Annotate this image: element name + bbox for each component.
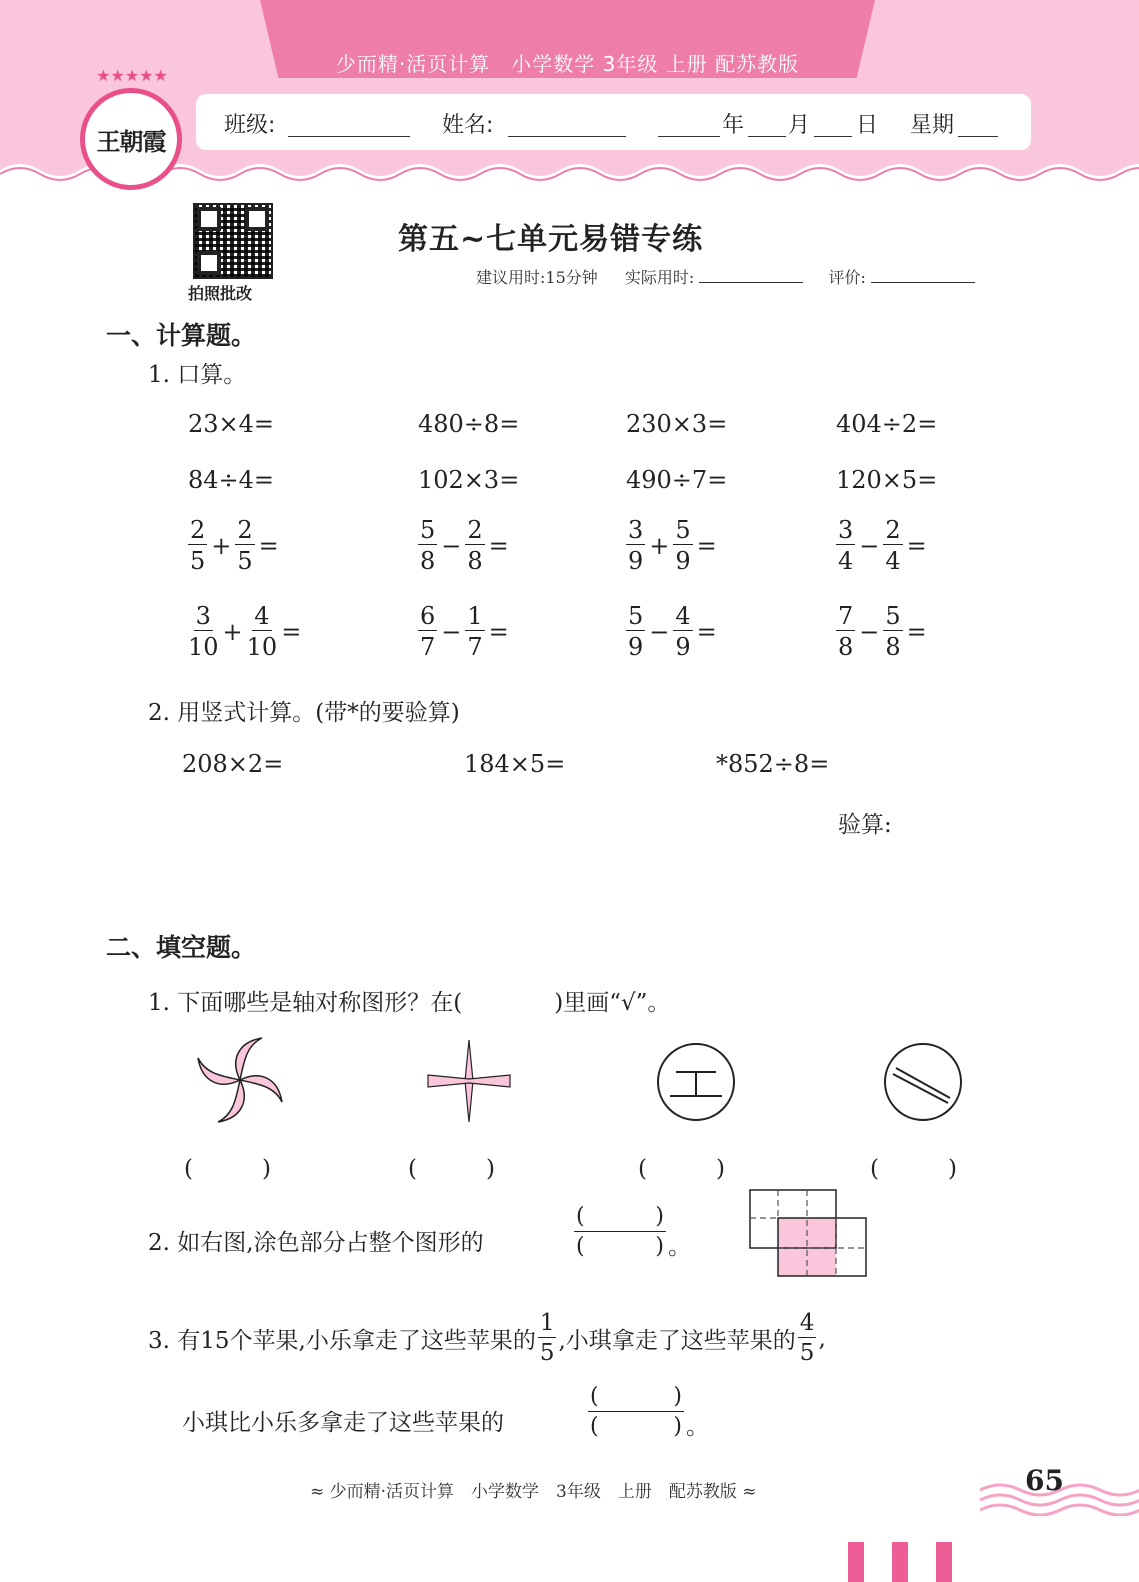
month-field[interactable] (748, 110, 786, 137)
circle-with-diagonal (880, 1040, 966, 1124)
fraction-b: $\frac{5}{8}$ (885, 602, 901, 661)
oral-calc-item: 230×3= (626, 410, 728, 438)
circle-with-symbol (654, 1040, 738, 1124)
fraction-calc-item (418, 518, 509, 573)
equals-sign: = (906, 531, 927, 560)
answer-blank[interactable]: ( ) (638, 1156, 725, 1182)
logo-text: 王朝霞 (96, 126, 166, 156)
fraction-a: $\frac{5}{9}$ (628, 602, 644, 661)
shaded-grid-figure (748, 1188, 870, 1282)
fraction-a: $\frac{3}{4}$ (838, 516, 854, 575)
oral-calc-item: 490÷7= (626, 466, 728, 494)
fraction-a: $\frac{6}{7}$ (420, 602, 436, 661)
fraction-answer-blank[interactable]: ( ) ( ) (590, 1384, 682, 1439)
day-field[interactable] (814, 110, 852, 137)
year-field[interactable] (658, 110, 720, 137)
page-number: 65 (1025, 1464, 1064, 1497)
series-title: 少而精·活页计算 小学数学 3年级 上册 配苏教版 (335, 52, 800, 76)
fraction-calc-item (836, 604, 927, 659)
fraction-calc-item (836, 518, 927, 573)
answer-blank[interactable]: ( ) (870, 1156, 957, 1182)
answer-blank[interactable]: ( ) (408, 1156, 495, 1182)
evaluation-label: 评价: (828, 268, 866, 287)
evaluation-field[interactable] (871, 282, 975, 283)
cross-shape (426, 1038, 512, 1124)
operator: − (859, 531, 880, 560)
fill-question-1-label: 1. 下面哪些是轴对称图形？在( )里画“√”。 (148, 990, 671, 1016)
page-edge-marker (936, 1542, 952, 1582)
fraction-calc-item (626, 604, 717, 659)
qr-code[interactable] (193, 203, 273, 279)
time-row (476, 265, 975, 288)
operator: − (649, 617, 670, 646)
qr-caption: 拍照批改 (188, 284, 253, 303)
fill-question-3-line-2: 小琪比小乐多拿走了这些苹果的 (182, 1410, 504, 1436)
vertical-calc-item: 208×2= (182, 750, 284, 778)
fraction-calc-item (188, 518, 279, 573)
logo-stars: ★★★★★ (96, 66, 168, 85)
vertical-calc-item: 184×5= (464, 750, 566, 778)
fraction-calc-item (188, 604, 301, 659)
equals-sign: = (488, 617, 509, 646)
oral-calc-item: 23×4= (188, 410, 275, 438)
oral-calc-item: 480÷8= (418, 410, 520, 438)
class-label: 班级: (224, 113, 276, 138)
oral-calc-item: 404÷2= (836, 410, 938, 438)
fraction-b: $\frac{4}{9}$ (675, 602, 691, 661)
fraction-a: $\frac{3}{9}$ (628, 516, 644, 575)
actual-time-label: 实际用时: (624, 268, 695, 287)
fraction-b: $\frac{4}{10}$ (246, 602, 278, 661)
operator: + (649, 531, 670, 560)
name-field[interactable] (508, 110, 626, 137)
fraction-calc-item (418, 604, 509, 659)
fraction-a: $\frac{7}{8}$ (838, 602, 854, 661)
oral-calc-item: 120×5= (836, 466, 938, 494)
class-field[interactable] (288, 110, 410, 137)
operator: − (859, 617, 880, 646)
fraction-a: $\frac{2}{5}$ (190, 516, 206, 575)
fill-question-3-line-1: 3. 有15个苹果,小乐拿走了这些苹果的 $\frac{1}{5}$ ,小琪拿走了这些苹果的 $\frac{4}{5}$ , (148, 1310, 826, 1366)
equals-sign: = (488, 531, 509, 560)
answer-blank[interactable]: ( ) (184, 1156, 271, 1182)
fraction-answer-blank[interactable]: ( ) ( ) (576, 1204, 664, 1259)
equals-sign: = (696, 531, 717, 560)
day-label: 日 (856, 113, 879, 138)
fraction-b: $\frac{2}{8}$ (467, 516, 483, 575)
fraction-a: $\frac{3}{10}$ (188, 602, 219, 661)
page-title: 第五~七单元易错专练 (398, 222, 704, 257)
actual-time-field[interactable] (699, 282, 803, 283)
equals-sign: = (258, 531, 279, 560)
equals-sign: = (696, 617, 717, 646)
page-edge-marker (848, 1542, 864, 1582)
fraction-a: $\frac{5}{8}$ (420, 516, 436, 575)
weekday-label: 星期 (910, 113, 955, 138)
fraction-calc-item (626, 518, 717, 573)
check-label: 验算: (838, 812, 892, 838)
fill-question-2-label: 2. 如右图,涂色部分占整个图形的 (148, 1230, 484, 1256)
year-label: 年 (722, 113, 745, 138)
operator: + (211, 531, 232, 560)
month-label: 月 (788, 113, 811, 138)
question-1-label: 1. 口算。 (148, 362, 247, 388)
weekday-field[interactable] (958, 110, 998, 137)
operator: − (441, 531, 462, 560)
equals-sign: = (281, 617, 302, 646)
fraction-b: $\frac{2}{5}$ (237, 516, 253, 575)
question-2-label: 2. 用竖式计算。(带*的要验算) (148, 700, 460, 726)
suggested-time: 建议用时:15分钟 (476, 268, 598, 287)
pinwheel-shape (192, 1034, 288, 1126)
oral-calc-item: 102×3= (418, 466, 520, 494)
equals-sign: = (906, 617, 927, 646)
footer-text: ≈ 少而精·活页计算 小学数学 3年级 上册 配苏教版 ≈ (310, 1482, 757, 1502)
fraction-b: $\frac{5}{9}$ (675, 516, 691, 575)
section-1-heading: 一、计算题。 (106, 321, 257, 350)
section-2-heading: 二、填空题。 (106, 933, 257, 962)
operator: + (222, 617, 243, 646)
fraction-b: $\frac{2}{4}$ (885, 516, 901, 575)
operator: − (441, 617, 462, 646)
page-edge-marker (892, 1542, 908, 1582)
vertical-calc-item: *852÷8= (716, 750, 830, 778)
fraction-b: $\frac{1}{7}$ (467, 602, 483, 661)
name-label: 姓名: (442, 113, 494, 138)
publisher-logo (80, 88, 182, 190)
oral-calc-item: 84÷4= (188, 466, 275, 494)
